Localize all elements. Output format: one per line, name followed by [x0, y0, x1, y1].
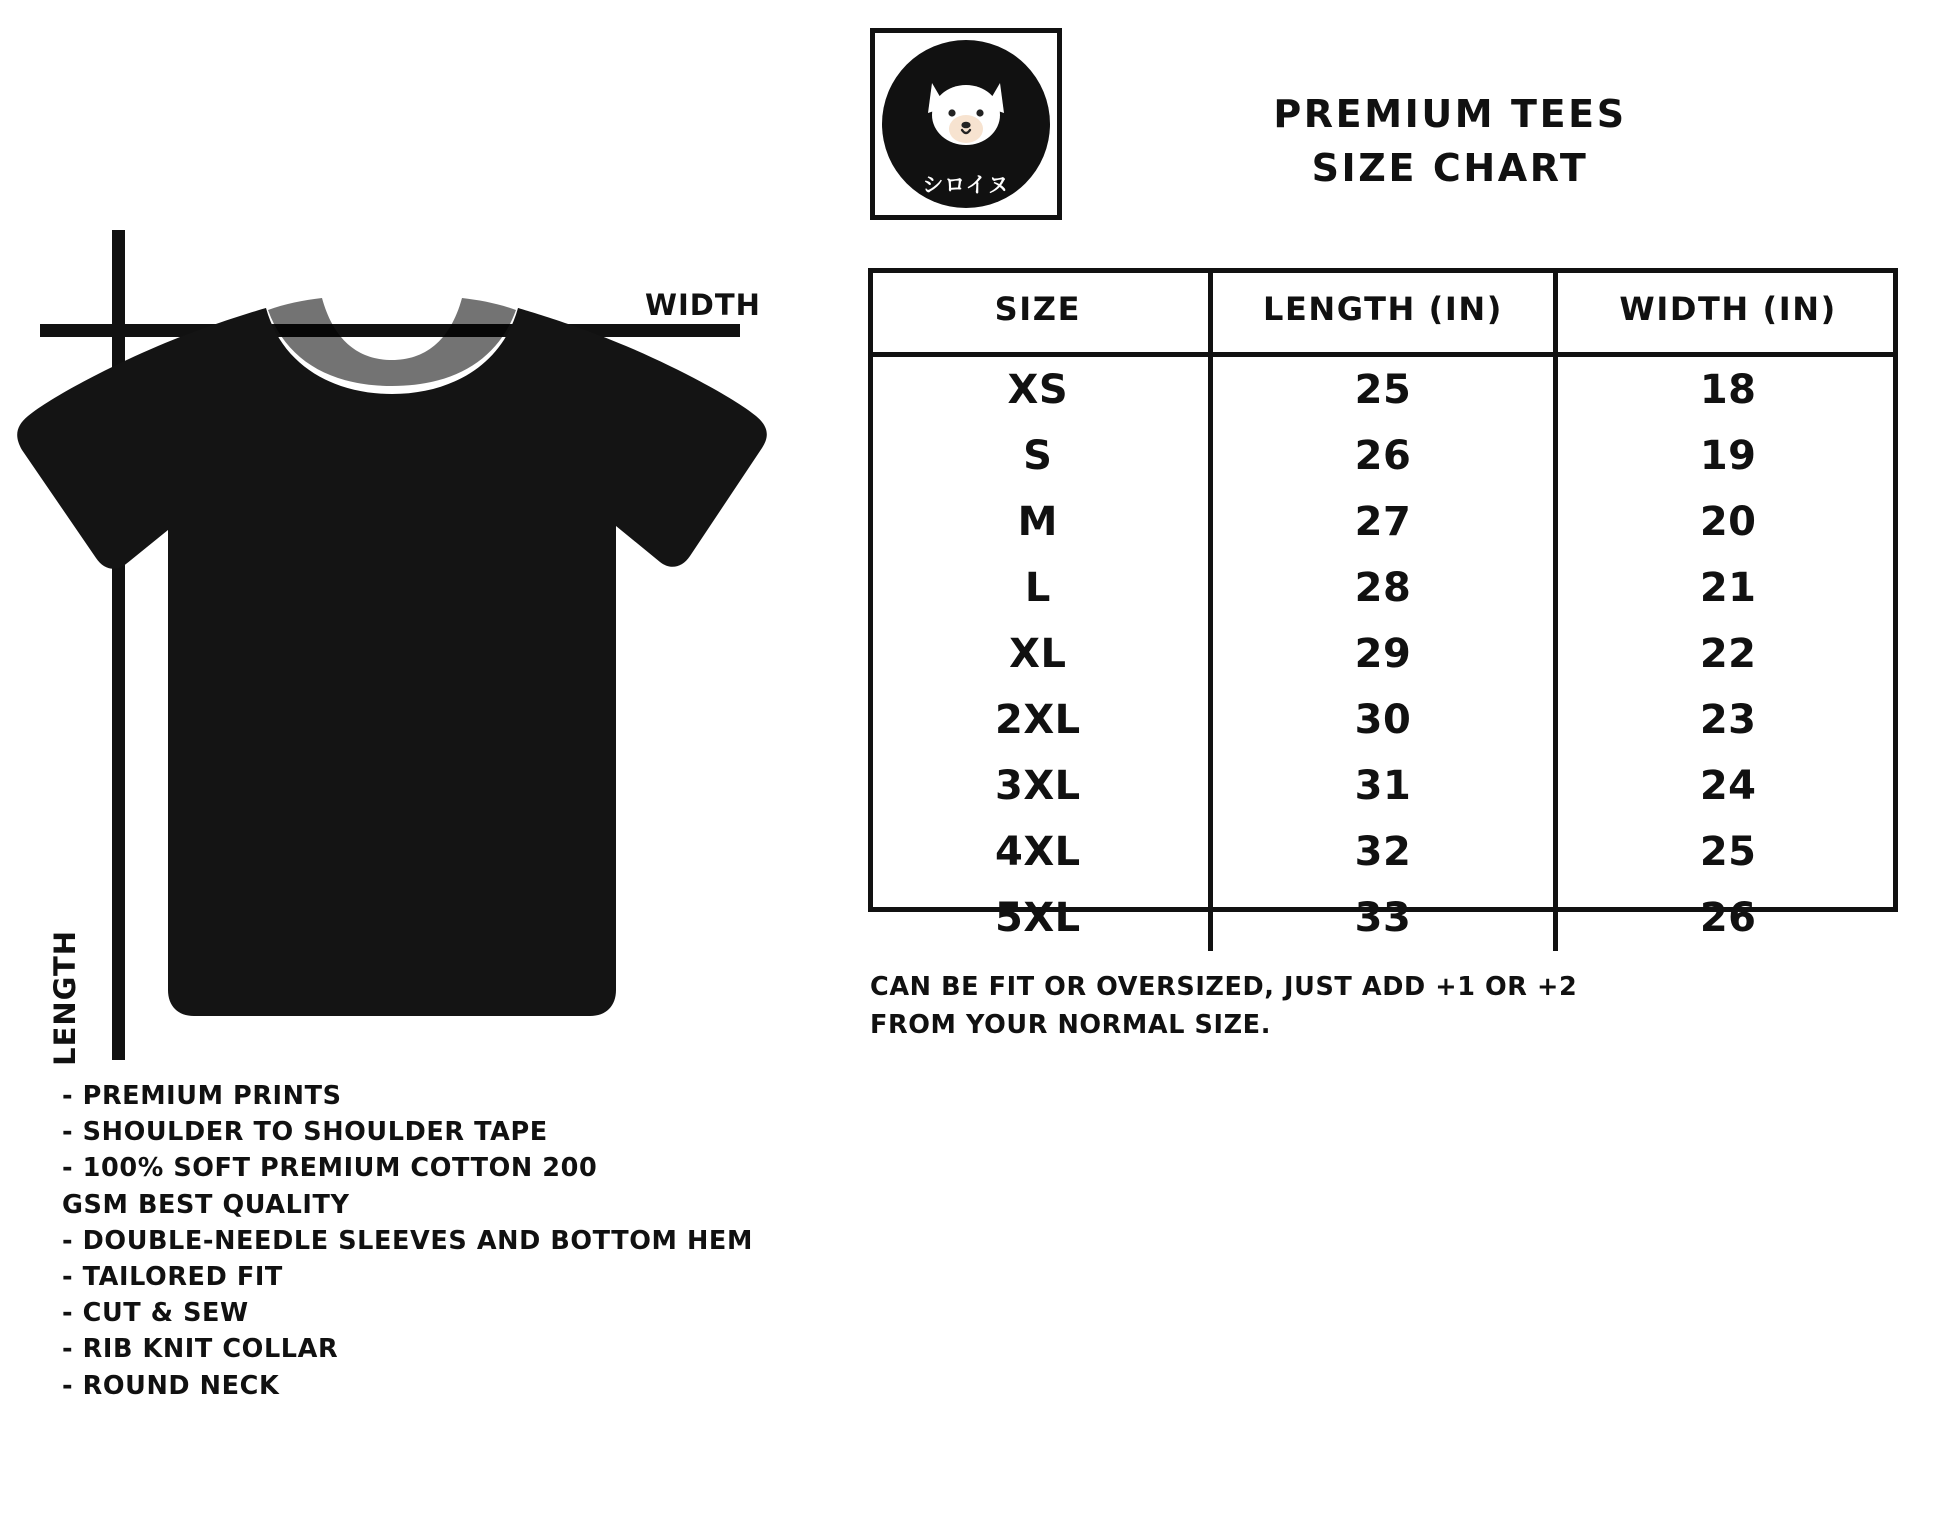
cell-size: XL	[1009, 631, 1067, 677]
cell-size: 3XL	[994, 763, 1081, 809]
list-item: - PREMIUM PRINTS	[62, 1081, 342, 1111]
table-row	[868, 687, 1898, 753]
footnote-line: FROM YOUR NORMAL SIZE.	[870, 1010, 1271, 1041]
shiba-dog-face-icon	[918, 73, 1014, 157]
size-chart-panel	[860, 0, 1946, 1513]
size-table	[868, 268, 1898, 951]
cell-size: S	[1023, 433, 1053, 479]
footnote	[870, 968, 1870, 1045]
column-header-size: SIZE	[868, 268, 1210, 355]
cell-size: 5XL	[994, 895, 1081, 941]
list-item: - ROUND NECK	[62, 1370, 280, 1401]
list-item: - TAILORED FIT	[62, 1262, 283, 1293]
table-row	[868, 621, 1898, 687]
size-table-wrapper	[868, 268, 1898, 951]
table-row	[868, 555, 1898, 621]
cell-width: 18	[1556, 355, 1898, 424]
cell-length: 27	[1210, 489, 1556, 555]
table-row	[868, 423, 1898, 489]
column-header-length: LENGTH (IN)	[1210, 268, 1556, 355]
cell-width: 25	[1556, 819, 1898, 885]
table-row	[868, 355, 1898, 424]
cell-length: 26	[1210, 423, 1556, 489]
list-item: - CUT & SEW	[62, 1298, 249, 1329]
table-row	[868, 885, 1898, 951]
cell-length: 31	[1210, 753, 1556, 819]
cell-length: 32	[1210, 819, 1556, 885]
cell-size: 2XL	[994, 697, 1081, 743]
cell-width: 22	[1556, 621, 1898, 687]
cell-length: 30	[1210, 687, 1556, 753]
width-label: WIDTH	[645, 288, 761, 322]
cell-size: L	[1024, 565, 1051, 611]
title-block	[1090, 88, 1810, 196]
cell-width: 21	[1556, 555, 1898, 621]
table-header-row	[868, 268, 1898, 355]
table-row	[868, 489, 1898, 555]
list-item: - 100% SOFT PREMIUM COTTON 200	[62, 1153, 598, 1184]
table-row	[868, 819, 1898, 885]
column-header-width: WIDTH (IN)	[1556, 268, 1898, 355]
cell-width: 26	[1556, 885, 1898, 951]
cell-size: XS	[1007, 367, 1069, 413]
cell-width: 20	[1556, 489, 1898, 555]
length-label: LENGTH	[48, 930, 82, 1066]
page-subtitle: SIZE CHART	[1311, 145, 1589, 190]
page-title: PREMIUM TEES	[1273, 92, 1627, 136]
cell-size: M	[1017, 499, 1058, 545]
cell-size: 4XL	[994, 829, 1081, 875]
cell-length: 28	[1210, 555, 1556, 621]
brand-logo	[870, 28, 1062, 220]
cell-width: 24	[1556, 753, 1898, 819]
footnote-line: CAN BE FIT OR OVERSIZED, JUST ADD +1 OR +2	[870, 972, 1578, 1002]
list-item: - DOUBLE-NEEDLE SLEEVES AND BOTTOM HEM	[62, 1225, 753, 1256]
cell-width: 19	[1556, 423, 1898, 489]
garment-diagram-panel	[0, 0, 860, 1513]
cell-length: 33	[1210, 885, 1556, 951]
list-item: GSM BEST QUALITY	[62, 1189, 350, 1220]
cell-width: 23	[1556, 687, 1898, 753]
features-list	[62, 1078, 822, 1404]
table-row	[868, 753, 1898, 819]
list-item: - SHOULDER TO SHOULDER TAPE	[62, 1117, 548, 1148]
tshirt-illustration	[10, 290, 820, 1060]
logo-text: シロイヌ	[922, 173, 1010, 197]
list-item: - RIB KNIT COLLAR	[62, 1334, 339, 1365]
cell-length: 29	[1210, 621, 1556, 687]
cell-length: 25	[1210, 355, 1556, 424]
